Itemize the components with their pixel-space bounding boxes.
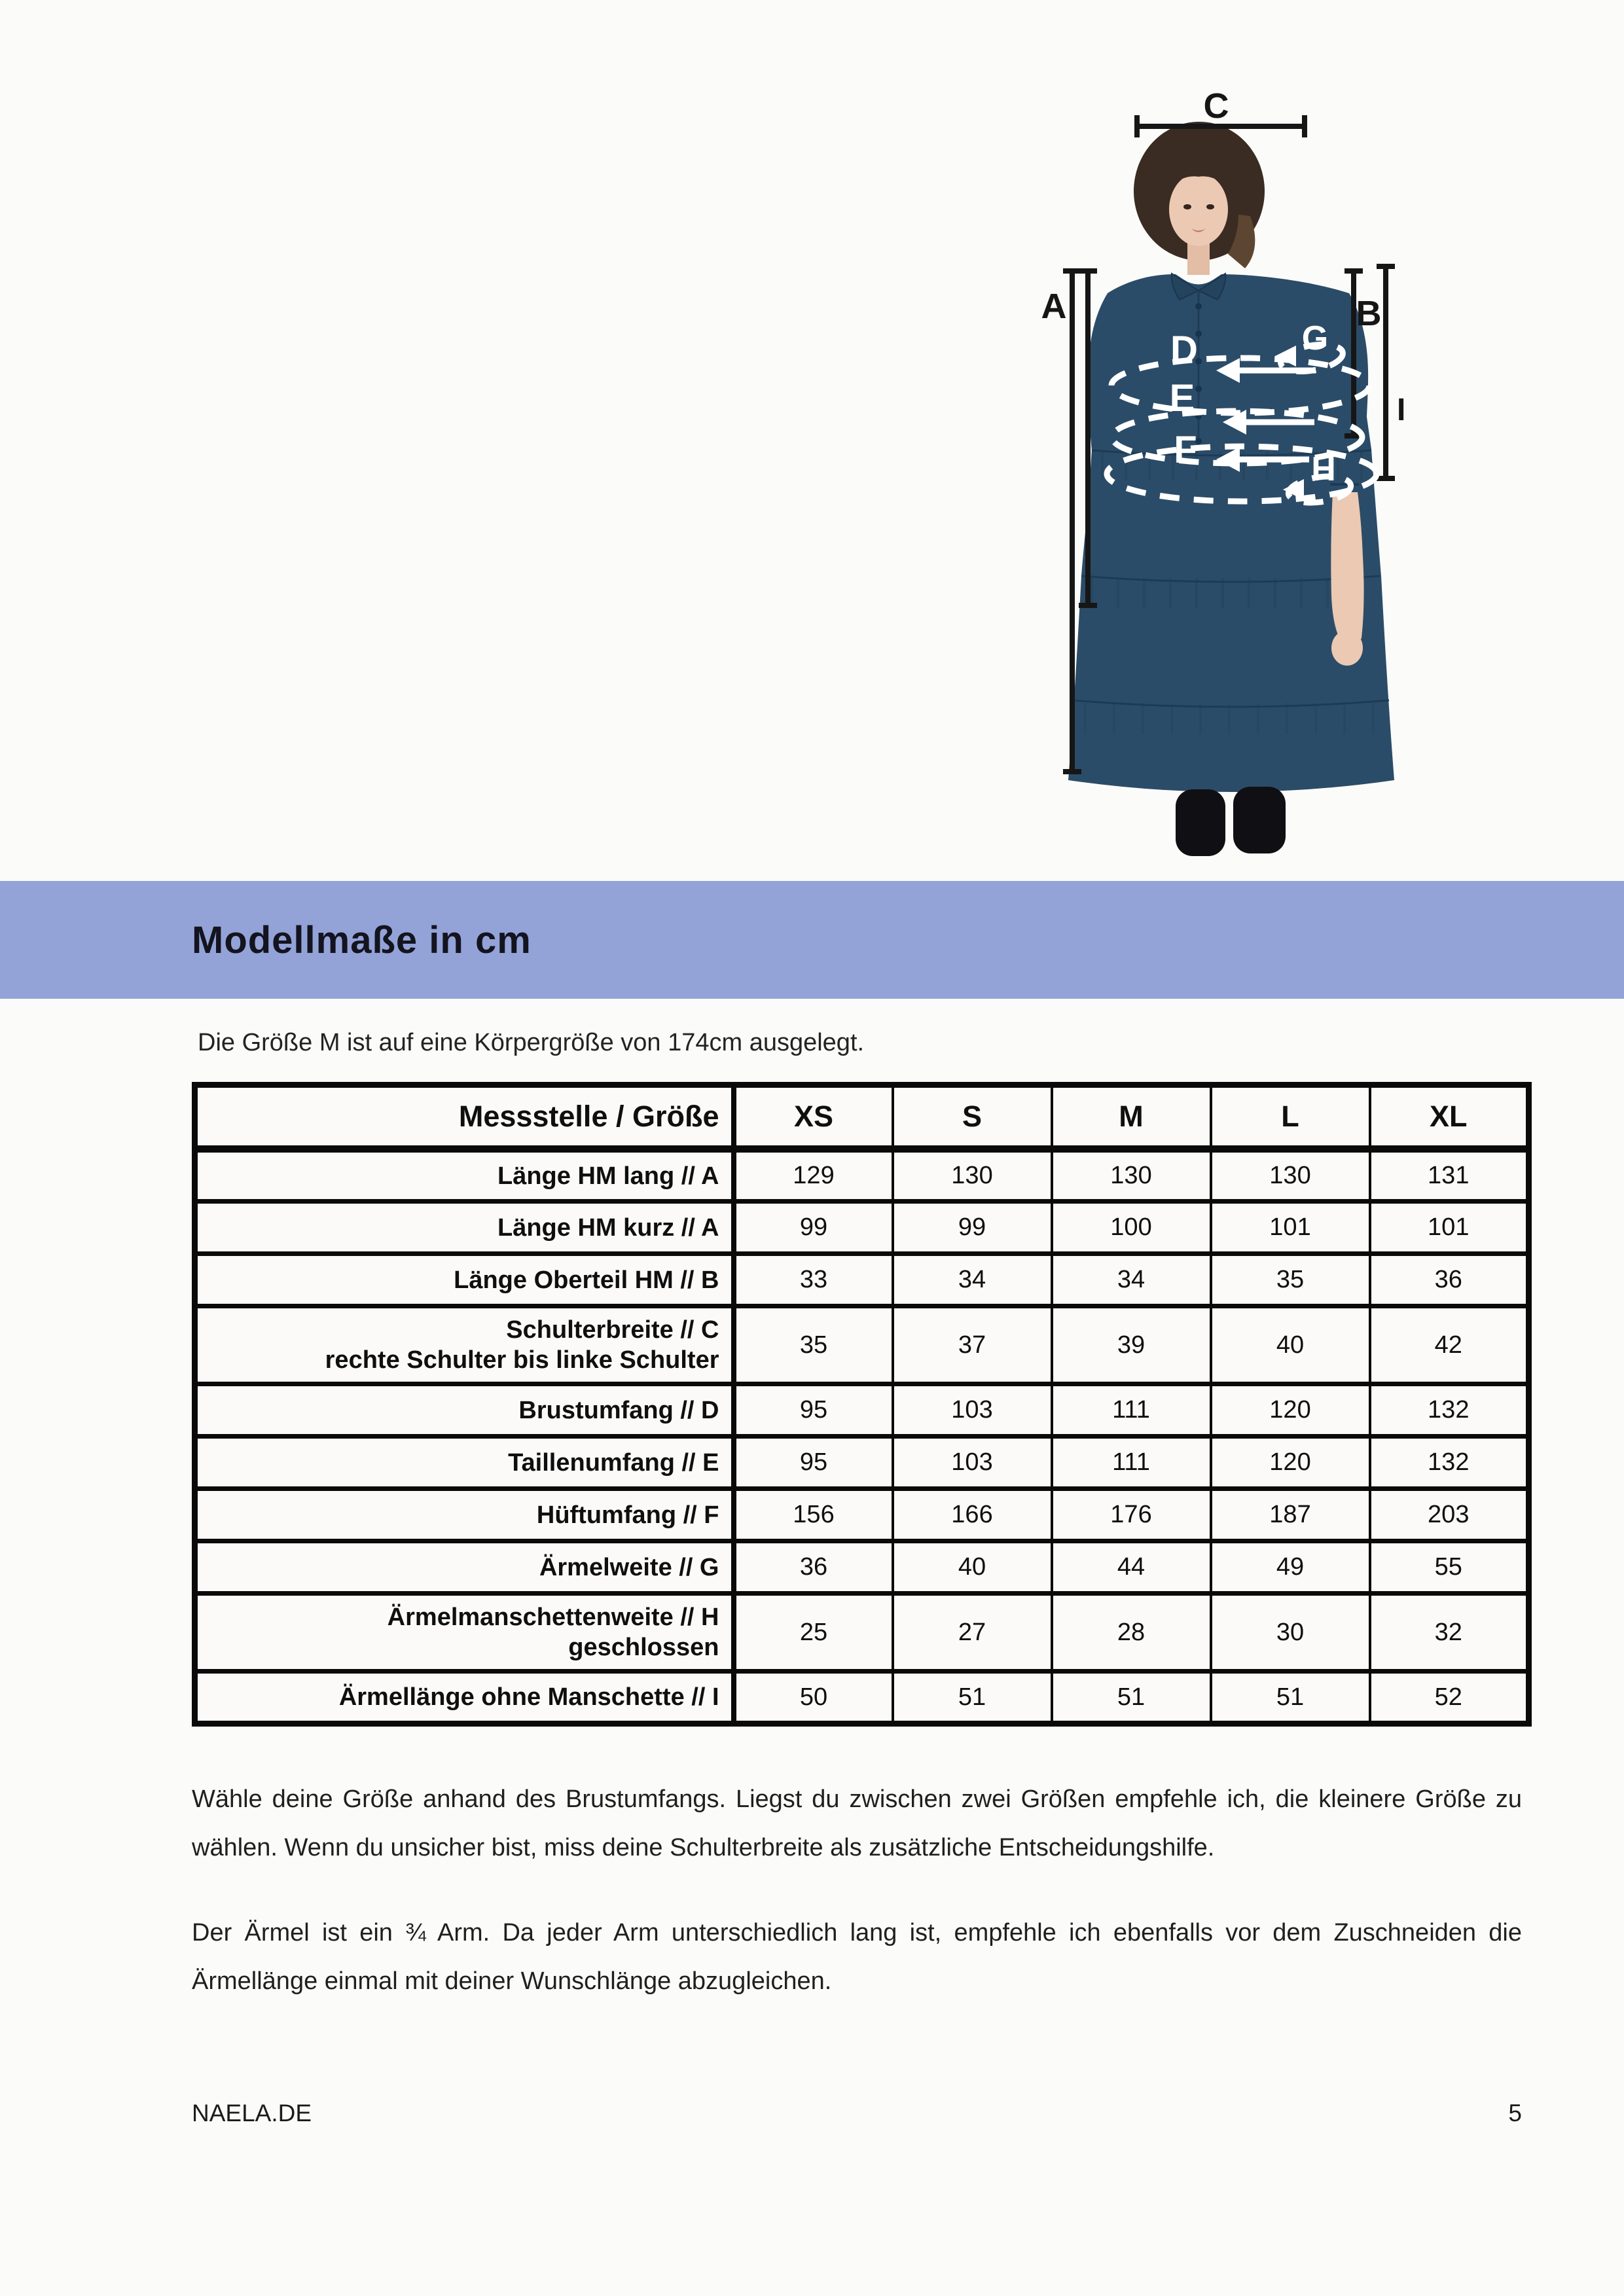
size-value-cell: 130	[1052, 1149, 1211, 1202]
footer-brand: NAELA.DE	[192, 2100, 312, 2126]
body-text-section	[192, 1775, 1522, 2005]
size-value-cell: 132	[1370, 1384, 1529, 1437]
footer-page-number: 5	[1508, 2100, 1522, 2126]
size-value-cell: 32	[1370, 1594, 1529, 1672]
size-value-cell: 35	[1211, 1254, 1370, 1306]
table-row	[195, 1384, 1529, 1437]
size-value-cell: 25	[734, 1594, 893, 1672]
size-value-cell: 55	[1370, 1541, 1529, 1594]
intro-text: Die Größe M ist auf eine Körpergröße von 174cm ausgelegt.	[198, 1029, 865, 1056]
size-value-cell: 101	[1370, 1202, 1529, 1254]
measure-label-cell: Brustumfang // D	[195, 1384, 734, 1437]
header-size-m: M	[1052, 1085, 1211, 1149]
annotation-letter-D: D	[1170, 329, 1198, 371]
annotation-letter-G: G	[1301, 319, 1329, 357]
model-illustration	[1008, 85, 1440, 884]
size-value-cell: 103	[893, 1437, 1052, 1489]
annotation-letter-I: I	[1397, 393, 1406, 427]
size-value-cell: 51	[893, 1672, 1052, 1724]
size-value-cell: 42	[1370, 1306, 1529, 1384]
measure-label-cell: Schulterbreite // C rechte Schulter bis linke Schulter	[195, 1306, 734, 1384]
section-title: Modellmaße in cm	[192, 918, 532, 961]
table-row	[195, 1149, 1529, 1202]
header-size-s: S	[893, 1085, 1052, 1149]
size-value-cell: 40	[1211, 1306, 1370, 1384]
size-value-cell: 156	[734, 1489, 893, 1541]
size-value-cell: 95	[734, 1384, 893, 1437]
size-value-cell: 95	[734, 1437, 893, 1489]
model-shoes	[1176, 787, 1286, 856]
size-value-cell: 111	[1052, 1437, 1211, 1489]
measure-label-cell: Ärmelmanschettenweite // H geschlossen	[195, 1594, 734, 1672]
table-row	[195, 1489, 1529, 1541]
table-row	[195, 1202, 1529, 1254]
size-value-cell: 27	[893, 1594, 1052, 1672]
size-value-cell: 129	[734, 1149, 893, 1202]
size-value-cell: 101	[1211, 1202, 1370, 1254]
size-table	[192, 1082, 1532, 1727]
header-measure-col: Messstelle / Größe	[195, 1085, 734, 1149]
size-value-cell: 111	[1052, 1384, 1211, 1437]
measure-label-cell: Länge Oberteil HM // B	[195, 1254, 734, 1306]
size-value-cell: 50	[734, 1672, 893, 1724]
size-value-cell: 130	[893, 1149, 1052, 1202]
size-value-cell: 103	[893, 1384, 1052, 1437]
size-value-cell: 33	[734, 1254, 893, 1306]
size-value-cell: 100	[1052, 1202, 1211, 1254]
size-value-cell: 40	[893, 1541, 1052, 1594]
size-value-cell: 99	[734, 1202, 893, 1254]
size-value-cell: 131	[1370, 1149, 1529, 1202]
measure-label-cell: Ärmelweite // G	[195, 1541, 734, 1594]
table-header-row	[195, 1085, 1529, 1149]
size-value-cell: 120	[1211, 1437, 1370, 1489]
size-value-cell: 44	[1052, 1541, 1211, 1594]
annotation-letter-H: H	[1311, 450, 1336, 488]
table-row	[195, 1541, 1529, 1594]
paragraph-size-advice: Wähle deine Größe anhand des Brustumfangs. Liegst du zwischen zwei Größen empfehle ich, die kleinere Größe zu wählen. Wenn du unsicher bist, miss deine Schulterbreite als zusätzliche Entscheidungshilfe.	[192, 1785, 1522, 1861]
size-value-cell: 130	[1211, 1149, 1370, 1202]
table-row	[195, 1306, 1529, 1384]
size-value-cell: 132	[1370, 1437, 1529, 1489]
size-value-cell: 39	[1052, 1306, 1211, 1384]
size-value-cell: 35	[734, 1306, 893, 1384]
header-size-xs: XS	[734, 1085, 893, 1149]
measure-label-cell: Länge HM kurz // A	[195, 1202, 734, 1254]
measure-label-cell: Hüftumfang // F	[195, 1489, 734, 1541]
size-value-cell: 36	[1370, 1254, 1529, 1306]
table-row	[195, 1254, 1529, 1306]
size-value-cell: 51	[1211, 1672, 1370, 1724]
size-value-cell: 34	[1052, 1254, 1211, 1306]
size-value-cell: 120	[1211, 1384, 1370, 1437]
model-photo	[1008, 85, 1440, 884]
measure-label-cell: Länge HM lang // A	[195, 1149, 734, 1202]
annotation-letter-F: F	[1174, 429, 1197, 471]
measure-label-cell: Ärmellänge ohne Manschette // I	[195, 1672, 734, 1724]
table-row	[195, 1437, 1529, 1489]
measure-label-cell: Taillenumfang // E	[195, 1437, 734, 1489]
size-value-cell: 51	[1052, 1672, 1211, 1724]
size-value-cell: 28	[1052, 1594, 1211, 1672]
size-value-cell: 49	[1211, 1541, 1370, 1594]
size-value-cell: 34	[893, 1254, 1052, 1306]
model-eye-left	[1183, 204, 1191, 209]
size-value-cell: 187	[1211, 1489, 1370, 1541]
section-banner	[0, 881, 1624, 999]
size-value-cell: 36	[734, 1541, 893, 1594]
page-footer	[192, 2100, 1522, 2127]
paragraph-sleeve-advice: Der Ärmel ist ein ¾ Arm. Da jeder Arm unterschiedlich lang ist, empfehle ich ebenfalls vor dem Zuschneiden die Ärmellänge einmal mit deiner Wunschlänge abzugleichen.	[192, 1919, 1522, 1995]
header-size-xl: XL	[1370, 1085, 1529, 1149]
annotation-letter-A: A	[1041, 287, 1067, 326]
header-size-l: L	[1211, 1085, 1370, 1149]
size-value-cell: 176	[1052, 1489, 1211, 1541]
size-value-cell: 30	[1211, 1594, 1370, 1672]
size-value-cell: 52	[1370, 1672, 1529, 1724]
size-value-cell: 203	[1370, 1489, 1529, 1541]
size-value-cell: 99	[893, 1202, 1052, 1254]
model-eye-right	[1206, 204, 1214, 209]
annotation-letter-B: B	[1356, 294, 1382, 333]
model-face	[1169, 173, 1228, 246]
annotation-letter-E: E	[1169, 377, 1195, 420]
model-forearm-hand	[1331, 492, 1363, 666]
size-value-cell: 37	[893, 1306, 1052, 1384]
table-row	[195, 1594, 1529, 1672]
annotation-letter-C: C	[1203, 86, 1229, 126]
size-value-cell: 166	[893, 1489, 1052, 1541]
table-row	[195, 1672, 1529, 1724]
